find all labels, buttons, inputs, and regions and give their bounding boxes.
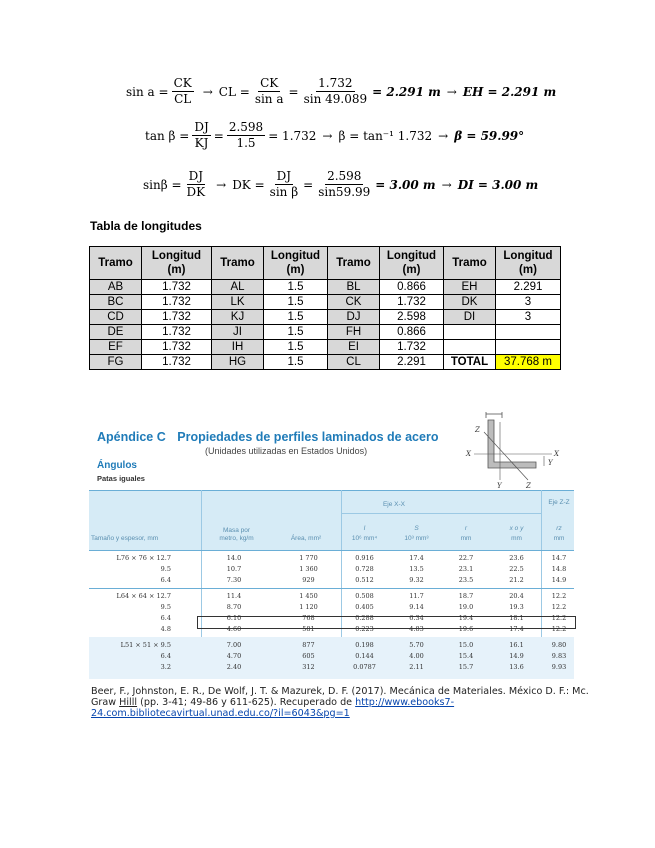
table-title: Tabla de longitudes — [90, 219, 202, 233]
tramo-cell: IH — [212, 340, 264, 355]
table-row — [89, 565, 574, 575]
value-cell: 23.1 — [458, 565, 474, 573]
eq2-frac2 — [227, 120, 265, 151]
table-row — [90, 310, 561, 325]
diagram-label-y-right: Y — [548, 459, 553, 467]
length-table — [89, 246, 561, 370]
hdr-rz: rz — [556, 525, 562, 532]
value-cell: 10.7 — [226, 565, 242, 573]
tramo-cell: HG — [212, 355, 264, 370]
hdr-xy: x o y — [509, 525, 524, 532]
group-divider — [89, 550, 574, 551]
eq3-frac3 — [316, 169, 372, 200]
appendix-subtitle: (Unidades utilizadas en Estados Unidos) — [205, 446, 368, 456]
longitud-cell: 2.291 — [380, 355, 444, 370]
value-cell: 4.00 — [409, 652, 424, 660]
eq1-frac2-num: CK — [260, 76, 279, 90]
value-cell: 9.14 — [409, 603, 424, 611]
table-row — [90, 355, 561, 370]
value-cell: 0.223 — [355, 625, 374, 633]
eq3-frac3-num: 2.598 — [327, 169, 362, 183]
length-col-header-6: Tramo — [444, 247, 496, 280]
hdr-S: S — [414, 525, 419, 532]
eq3-lhs: sinβ = — [143, 177, 182, 192]
value-cell: 0.916 — [355, 554, 374, 562]
length-col-header-7: Longitud (m) — [496, 247, 561, 280]
value-cell: 15.7 — [458, 663, 474, 671]
value-cell: 4.83 — [409, 625, 424, 633]
value-cell: 18.7 — [458, 592, 474, 600]
tramo-cell: EI — [328, 340, 380, 355]
tramo-cell: FG — [90, 355, 142, 370]
value-cell: 0.728 — [355, 565, 374, 573]
tramo-cell: BC — [90, 295, 142, 310]
value-cell: 7.30 — [226, 576, 242, 584]
thickness-cell: 3.2 — [160, 663, 171, 671]
hdr-r: r — [464, 525, 468, 532]
eq1-arrow2: → — [446, 84, 457, 99]
appendix-subsection: Patas iguales — [97, 474, 145, 483]
equation-sin-alpha — [126, 76, 556, 107]
equation-sin-beta — [143, 169, 538, 200]
value-cell: 9.93 — [551, 663, 567, 671]
citation-line1: Beer, F., Johnston, E. R., De Wolf, J. T. & Mazurek, D. F. (2017). Mecánica de Materiales. México D. F.: Mc. Graw — [91, 686, 589, 708]
tramo-cell: DJ — [328, 310, 380, 325]
value-cell: 14.7 — [551, 554, 567, 562]
value-cell: 9.83 — [551, 652, 567, 660]
length-col-header-4: Tramo — [328, 247, 380, 280]
thickness-cell: 4.8 — [160, 625, 171, 633]
table-row — [89, 641, 574, 651]
longitud-cell: 1.5 — [264, 310, 328, 325]
appendix-title-a: Apéndice C — [97, 430, 166, 444]
eq3-arrow2: → — [441, 177, 452, 192]
value-cell: 17.4 — [509, 625, 524, 633]
hdr-eje-xx: Eje X-X — [382, 501, 406, 508]
thickness-cell: 9.5 — [160, 565, 171, 573]
value-cell: 0.512 — [355, 576, 374, 584]
value-cell: 1 120 — [299, 603, 318, 611]
tramo-cell: CK — [328, 295, 380, 310]
value-cell: 15.0 — [458, 641, 474, 649]
longitud-cell: 1.732 — [380, 340, 444, 355]
hdr-eje-xx-underline — [341, 513, 541, 514]
eq1-result2: EH = 2.291 m — [462, 84, 557, 99]
value-cell: 12.2 — [551, 614, 567, 622]
eq3-result2: DI = 3.00 m — [457, 177, 539, 192]
group-divider — [89, 588, 574, 589]
eq1-frac1 — [172, 76, 194, 107]
hdr-masa: Masa por metro, kg/m — [219, 527, 254, 542]
length-col-header-1: Longitud (m) — [142, 247, 212, 280]
tramo-cell — [444, 340, 496, 355]
table-row — [89, 603, 574, 613]
eq3-frac2 — [268, 169, 300, 200]
longitud-cell: 1.732 — [142, 355, 212, 370]
value-cell: 22.5 — [509, 565, 524, 573]
value-cell: 22.7 — [458, 554, 474, 562]
tramo-cell: AL — [212, 280, 264, 295]
eq2-arrow2: → — [438, 128, 449, 143]
length-col-header-0: Tramo — [90, 247, 142, 280]
value-cell: 19.4 — [458, 614, 474, 622]
value-cell: 0.198 — [355, 641, 374, 649]
value-cell: 11.4 — [226, 592, 242, 600]
eq2-result: β = 59.99° — [454, 128, 525, 143]
tramo-cell: CD — [90, 310, 142, 325]
eq3-frac2-num: DJ — [276, 169, 292, 183]
citation — [91, 686, 616, 719]
eq2-lhs: tan β = — [145, 128, 190, 143]
eq1-frac1-den: CL — [174, 92, 192, 106]
table-row — [90, 280, 561, 295]
longitud-cell: 1.732 — [380, 295, 444, 310]
value-cell: 0.508 — [355, 592, 374, 600]
hdr-area: Área, mm² — [290, 535, 322, 542]
eq2-frac1-num: DJ — [194, 120, 209, 134]
size-label: L76 × 76 × 12.7 — [116, 554, 171, 562]
appendix-title-b: Propiedades de perfiles laminados de acero — [177, 430, 439, 444]
value-cell: 605 — [302, 652, 315, 660]
eq2-equals: = — [213, 128, 224, 143]
value-cell: 12.2 — [551, 603, 567, 611]
value-cell: 23.5 — [458, 576, 474, 584]
value-cell: 16.1 — [509, 641, 524, 649]
length-col-header-5: Longitud (m) — [380, 247, 444, 280]
value-cell: 7.00 — [226, 641, 242, 649]
length-table-header — [90, 247, 561, 280]
value-cell: 20.4 — [509, 592, 524, 600]
value-cell: 19.6 — [458, 625, 474, 633]
value-cell: 15.4 — [458, 652, 474, 660]
hdr-eje-zz: Eje Z-Z — [548, 499, 570, 506]
citation-hill: Hilll — [119, 697, 138, 708]
tramo-cell: EF — [90, 340, 142, 355]
value-cell: 9.80 — [551, 641, 567, 649]
tramo-cell: AB — [90, 280, 142, 295]
longitud-cell: 1.5 — [264, 295, 328, 310]
value-cell: 877 — [302, 641, 315, 649]
diagram-label-z-top: Z — [475, 426, 480, 434]
value-cell: 21.2 — [509, 576, 524, 584]
hdr-xy-units: mm — [511, 535, 522, 542]
value-cell: 8.70 — [226, 603, 242, 611]
longitud-cell: 37.768 m — [496, 355, 561, 370]
value-cell: 13.6 — [509, 663, 524, 671]
size-label: L51 × 51 × 9.5 — [120, 641, 171, 649]
value-cell: 2.11 — [409, 663, 424, 671]
equation-tan-beta — [145, 120, 524, 151]
value-cell: 23.6 — [509, 554, 524, 562]
tramo-cell: DE — [90, 325, 142, 340]
diagram-label-y-bottom: Y — [497, 482, 502, 490]
hdr-I: I — [363, 525, 366, 532]
thickness-cell: 6.4 — [160, 614, 171, 622]
value-cell: 0.0787 — [353, 663, 376, 671]
eq3-frac1-den: DK — [186, 185, 206, 199]
longitud-cell: 1.732 — [142, 280, 212, 295]
thickness-cell: 6.4 — [160, 652, 171, 660]
value-cell: 1 450 — [299, 592, 318, 600]
tramo-cell: FH — [328, 325, 380, 340]
longitud-cell: 1.5 — [264, 280, 328, 295]
hdr-I-units: 10⁶ mm⁴ — [351, 535, 378, 542]
tramo-cell: LK — [212, 295, 264, 310]
hdr-r-units: mm — [460, 535, 472, 542]
eq1-frac2 — [253, 76, 286, 107]
longitud-cell: 1.732 — [142, 325, 212, 340]
value-cell: 312 — [302, 663, 315, 671]
longitud-cell — [496, 325, 561, 340]
eq1-arrow1: → — [202, 84, 213, 99]
thickness-cell: 9.5 — [160, 603, 171, 611]
eq3-equals: = — [303, 177, 314, 192]
eq1-frac3-den: sin 49.089 — [303, 92, 368, 106]
table-row — [89, 652, 574, 662]
value-cell: 6.34 — [409, 614, 424, 622]
longitud-cell: 1.732 — [142, 340, 212, 355]
table-row — [90, 295, 561, 310]
hdr-tam: Tamaño y espesor, mm — [91, 535, 159, 542]
value-cell: 14.9 — [509, 652, 524, 660]
diagram-label-x-left: X — [466, 450, 471, 458]
tramo-cell: CL — [328, 355, 380, 370]
eq1-mid: CL = — [218, 84, 250, 99]
value-cell: 6.10 — [226, 614, 242, 622]
length-table-body — [90, 280, 561, 370]
eq3-frac2-den: sin β — [269, 185, 299, 199]
tramo-cell: DK — [444, 295, 496, 310]
value-cell: 14.8 — [551, 565, 567, 573]
angle-section-diagram — [464, 410, 574, 490]
length-col-header-2: Tramo — [212, 247, 264, 280]
value-cell: 4.60 — [226, 625, 242, 633]
value-cell: 768 — [302, 614, 315, 622]
citation-link[interactable]: http://www.ebooks7-24.com.bibliotecavirtual.unad.edu.co/?il=6043&pg=1 — [91, 697, 455, 719]
longitud-cell: 3 — [496, 295, 561, 310]
longitud-cell: 1.5 — [264, 340, 328, 355]
eq2-frac2-num: 2.598 — [228, 120, 264, 134]
tramo-cell — [444, 325, 496, 340]
length-col-header-3: Longitud (m) — [264, 247, 328, 280]
eq3-result1: = 3.00 m — [375, 177, 436, 192]
longitud-cell: 2.291 — [496, 280, 561, 295]
diagram-label-x-right: X — [554, 450, 559, 458]
value-cell: 19.3 — [509, 603, 524, 611]
eq2-mid: β = tan⁻¹ 1.732 — [338, 128, 433, 143]
appendix-section: Ángulos — [97, 460, 137, 471]
longitud-cell: 0.866 — [380, 325, 444, 340]
appendix-title — [97, 430, 438, 444]
eq1-frac3 — [302, 76, 370, 107]
eq2-arrow1: → — [322, 128, 333, 143]
eq3-arrow1: → — [216, 177, 227, 192]
eq1-lhs: sin a = — [126, 84, 169, 99]
value-cell: 1 770 — [299, 554, 318, 562]
value-cell: 0.405 — [355, 603, 374, 611]
tramo-cell: BL — [328, 280, 380, 295]
table-row — [89, 576, 574, 586]
tramo-cell: DI — [444, 310, 496, 325]
value-cell: 5.70 — [409, 641, 424, 649]
eq2-frac1-den: KJ — [194, 136, 209, 150]
value-cell: 929 — [302, 576, 315, 584]
value-cell: 17.4 — [409, 554, 424, 562]
eq1-result1: = 2.291 m — [372, 84, 441, 99]
value-cell: 12.2 — [551, 625, 567, 633]
eq3-frac1 — [185, 169, 208, 200]
size-label: L64 × 64 × 12.7 — [116, 592, 171, 600]
table-row — [90, 325, 561, 340]
longitud-cell: 3 — [496, 310, 561, 325]
eq2-frac1 — [192, 120, 210, 151]
highlight-box — [197, 616, 576, 629]
value-cell: 581 — [302, 625, 315, 633]
value-cell: 4.70 — [226, 652, 242, 660]
eq1-frac3-num: 1.732 — [318, 76, 353, 90]
hdr-S-units: 10³ mm³ — [404, 535, 429, 542]
tramo-cell: EH — [444, 280, 496, 295]
value-cell: 11.7 — [409, 592, 424, 600]
table-row — [90, 340, 561, 355]
tramo-cell: JI — [212, 325, 264, 340]
longitud-cell: 1.5 — [264, 355, 328, 370]
value-cell: 18.1 — [509, 614, 524, 622]
diagram-label-z-bottom: Z — [526, 482, 531, 490]
eq1-frac1-num: CK — [173, 76, 192, 90]
longitud-cell: 1.732 — [142, 310, 212, 325]
longitud-cell: 0.866 — [380, 280, 444, 295]
longitud-cell: 1.732 — [142, 295, 212, 310]
longitud-cell: 1.5 — [264, 325, 328, 340]
hdr-rz-units: mm — [553, 535, 565, 542]
eq3-mid: DK = — [232, 177, 265, 192]
value-cell: 0.144 — [355, 652, 374, 660]
eq1-frac2-den: sin a — [254, 92, 284, 106]
value-cell: 12.2 — [551, 592, 567, 600]
eq2-value: = 1.732 — [268, 128, 317, 143]
eq1-equals: = — [288, 84, 299, 99]
longitud-cell — [496, 340, 561, 355]
value-cell: 1 360 — [299, 565, 318, 573]
longitud-cell: 2.598 — [380, 310, 444, 325]
value-cell: 0.288 — [355, 614, 374, 622]
table-row — [89, 592, 574, 602]
eq3-frac1-num: DJ — [188, 169, 204, 183]
value-cell: 14.0 — [226, 554, 242, 562]
properties-header — [89, 490, 574, 550]
tramo-cell: TOTAL — [444, 355, 496, 370]
properties-table — [89, 490, 574, 670]
value-cell: 13.5 — [409, 565, 424, 573]
citation-pages: (pp. 3-41; 49-86 y 611-625). Recuperado de — [137, 697, 356, 708]
thickness-cell: 6.4 — [160, 576, 171, 584]
table-row — [89, 554, 574, 564]
eq2-frac2-den: 1.5 — [236, 136, 256, 150]
value-cell: 2.40 — [226, 663, 242, 671]
value-cell: 14.9 — [551, 576, 567, 584]
value-cell: 9.32 — [409, 576, 424, 584]
table-row — [89, 663, 574, 673]
value-cell: 19.0 — [458, 603, 474, 611]
eq3-frac3-den: sin59.99 — [318, 185, 371, 199]
tramo-cell: KJ — [212, 310, 264, 325]
